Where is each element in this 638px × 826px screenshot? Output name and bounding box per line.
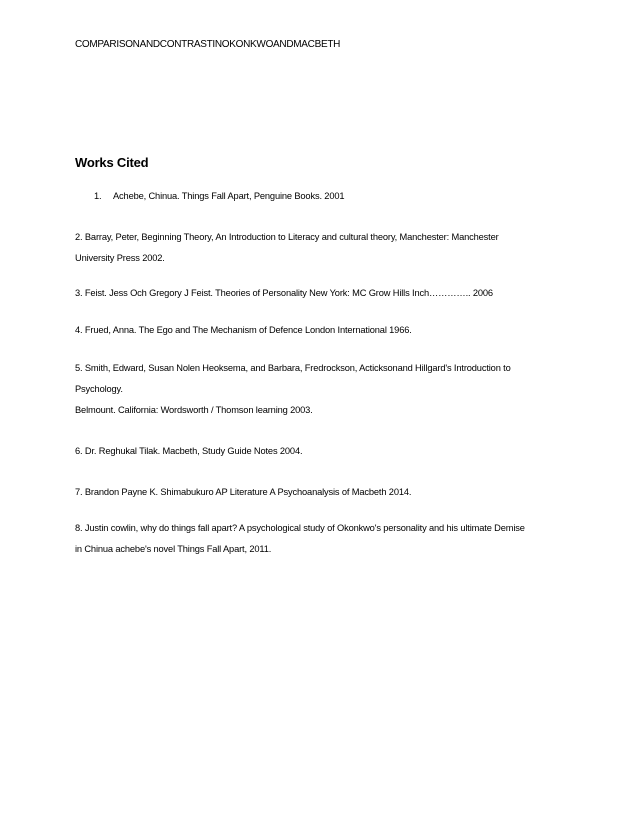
works-cited-heading: Works Cited	[75, 155, 149, 170]
reference-7	[75, 482, 575, 503]
reference-8-line-2: in Chinua achebe's novel Things Fall Apart, 2011.	[75, 544, 272, 554]
reference-5-line-3: Belmount. California: Wordsworth / Thomson learning 2003.	[75, 405, 313, 415]
reference-6-line-1: 6. Dr. Reghukal Tilak. Macbeth, Study Guide Notes 2004.	[75, 446, 303, 456]
reference-1	[94, 186, 344, 207]
reference-6	[75, 441, 575, 462]
reference-5-line-2: Psychology.	[75, 384, 123, 394]
reference-4-line-1: 4. Frued, Anna. The Ego and The Mechanism of Defence London International 1966.	[75, 325, 412, 335]
reference-2-line-2: University Press 2002.	[75, 253, 165, 263]
reference-5	[75, 358, 575, 421]
reference-5-line-1: 5. Smith, Edward, Susan Nolen Heoksema, and Barbara, Fredrockson, Acticksonand Hillgard's Introduction to	[75, 363, 511, 373]
reference-1-text: Achebe, Chinua. Things Fall Apart, Penguine Books. 2001	[113, 191, 345, 201]
reference-7-line-1: 7. Brandon Payne K. Shimabukuro AP Literature A Psychoanalysis of Macbeth 2014.	[75, 487, 412, 497]
reference-8	[75, 518, 575, 560]
reference-2	[75, 227, 575, 269]
running-header: COMPARISONANDCONTRASTINOKONKWOANDMACBETH	[75, 39, 341, 50]
reference-8-line-1: 8. Justin cowlin, why do things fall apart? A psychological study of Okonkwo's personality and his ultimate Demise	[75, 523, 525, 533]
reference-2-line-1: 2. Barray, Peter, Beginning Theory, An Introduction to Literacy and cultural theory, Manchester: Manchester	[75, 232, 499, 242]
reference-3	[75, 283, 575, 304]
reference-1-number: 1.	[94, 191, 102, 201]
reference-4	[75, 320, 575, 341]
reference-3-line-1: 3. Feist. Jess Och Gregory J Feist. Theories of Personality New York: MC Grow Hills Inch………….. 2006	[75, 288, 493, 298]
